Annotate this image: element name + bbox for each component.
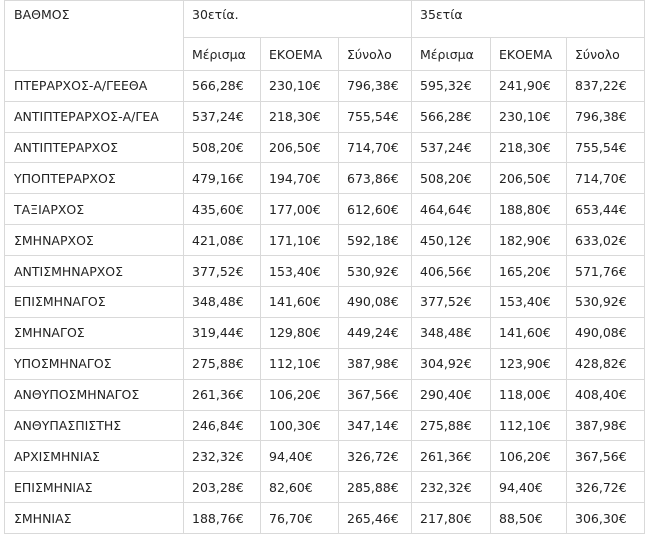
value-cell-ekoema-30: 82,60€ bbox=[261, 472, 339, 503]
value-cell-total-35: 571,76€ bbox=[567, 256, 645, 287]
value-cell-total-35: 428,82€ bbox=[567, 348, 645, 379]
value-cell-share-30: 261,36€ bbox=[184, 379, 261, 410]
table-row bbox=[5, 287, 645, 318]
value-cell-share-30: 421,08€ bbox=[184, 225, 261, 256]
rank-column-header: ΒΑΘΜΟΣ bbox=[5, 1, 184, 71]
value-cell-share-30: 246,84€ bbox=[184, 410, 261, 441]
value-cell-total-35: 796,38€ bbox=[567, 101, 645, 132]
table-row bbox=[5, 101, 645, 132]
value-cell-total-30: 367,56€ bbox=[339, 379, 412, 410]
value-cell-ekoema-30: 171,10€ bbox=[261, 225, 339, 256]
rank-cell: ΕΠΙΣΜΗΝΑΓΟΣ bbox=[5, 287, 184, 318]
value-cell-total-30: 490,08€ bbox=[339, 287, 412, 318]
value-cell-total-35: 755,54€ bbox=[567, 132, 645, 163]
value-cell-total-30: 755,54€ bbox=[339, 101, 412, 132]
value-cell-total-35: 387,98€ bbox=[567, 410, 645, 441]
column-header-share-35: Μέρισμα bbox=[412, 37, 491, 70]
value-cell-total-30: 387,98€ bbox=[339, 348, 412, 379]
value-cell-share-35: 377,52€ bbox=[412, 287, 491, 318]
column-header-share-30: Μέρισμα bbox=[184, 37, 261, 70]
value-cell-total-35: 633,02€ bbox=[567, 225, 645, 256]
value-cell-ekoema-35: 141,60€ bbox=[491, 317, 567, 348]
value-cell-ekoema-35: 182,90€ bbox=[491, 225, 567, 256]
value-cell-ekoema-30: 153,40€ bbox=[261, 256, 339, 287]
value-cell-share-30: 232,32€ bbox=[184, 441, 261, 472]
value-cell-share-35: 566,28€ bbox=[412, 101, 491, 132]
value-cell-ekoema-35: 241,90€ bbox=[491, 70, 567, 101]
table-row bbox=[5, 225, 645, 256]
pay-table-body bbox=[5, 1, 645, 534]
value-cell-total-35: 653,44€ bbox=[567, 194, 645, 225]
rank-cell: ΤΑΞΙΑΡΧΟΣ bbox=[5, 194, 184, 225]
rank-cell: ΥΠΟΠΤΕΡΑΡΧΟΣ bbox=[5, 163, 184, 194]
rank-cell: ΣΜΗΝΙΑΣ bbox=[5, 503, 184, 534]
table-row bbox=[5, 163, 645, 194]
value-cell-share-30: 188,76€ bbox=[184, 503, 261, 534]
value-cell-ekoema-30: 230,10€ bbox=[261, 70, 339, 101]
column-header-ekoema-35: ΕΚΟΕΜΑ bbox=[491, 37, 567, 70]
value-cell-total-30: 612,60€ bbox=[339, 194, 412, 225]
value-cell-ekoema-35: 188,80€ bbox=[491, 194, 567, 225]
value-cell-share-35: 537,24€ bbox=[412, 132, 491, 163]
value-cell-ekoema-30: 76,70€ bbox=[261, 503, 339, 534]
column-header-total-30: Σύνολο bbox=[339, 37, 412, 70]
value-cell-share-30: 479,16€ bbox=[184, 163, 261, 194]
value-cell-ekoema-35: 165,20€ bbox=[491, 256, 567, 287]
table-row bbox=[5, 379, 645, 410]
rank-cell: ΑΝΤΙΠΤΕΡΑΡΧΟΣ bbox=[5, 132, 184, 163]
table-row bbox=[5, 132, 645, 163]
value-cell-share-35: 464,64€ bbox=[412, 194, 491, 225]
table-row bbox=[5, 194, 645, 225]
value-cell-share-30: 348,48€ bbox=[184, 287, 261, 318]
rank-cell: ΑΝΘΥΠΟΣΜΗΝΑΓΟΣ bbox=[5, 379, 184, 410]
value-cell-ekoema-30: 218,30€ bbox=[261, 101, 339, 132]
table-row bbox=[5, 70, 645, 101]
value-cell-total-30: 592,18€ bbox=[339, 225, 412, 256]
table-row bbox=[5, 348, 645, 379]
value-cell-ekoema-35: 218,30€ bbox=[491, 132, 567, 163]
rank-cell: ΠΤΕΡΑΡΧΟΣ-Α/ΓΕΕΘΑ bbox=[5, 70, 184, 101]
value-cell-share-30: 435,60€ bbox=[184, 194, 261, 225]
value-cell-share-35: 304,92€ bbox=[412, 348, 491, 379]
value-cell-share-30: 203,28€ bbox=[184, 472, 261, 503]
value-cell-ekoema-35: 112,10€ bbox=[491, 410, 567, 441]
value-cell-share-35: 595,32€ bbox=[412, 70, 491, 101]
value-cell-total-30: 796,38€ bbox=[339, 70, 412, 101]
value-cell-ekoema-30: 206,50€ bbox=[261, 132, 339, 163]
value-cell-share-35: 290,40€ bbox=[412, 379, 491, 410]
pay-table bbox=[4, 0, 645, 534]
value-cell-ekoema-30: 141,60€ bbox=[261, 287, 339, 318]
value-cell-share-35: 406,56€ bbox=[412, 256, 491, 287]
value-cell-share-35: 508,20€ bbox=[412, 163, 491, 194]
value-cell-total-35: 306,30€ bbox=[567, 503, 645, 534]
value-cell-share-30: 566,28€ bbox=[184, 70, 261, 101]
rank-cell: ΑΡΧΙΣΜΗΝΙΑΣ bbox=[5, 441, 184, 472]
value-cell-ekoema-30: 194,70€ bbox=[261, 163, 339, 194]
value-cell-ekoema-35: 94,40€ bbox=[491, 472, 567, 503]
value-cell-total-35: 490,08€ bbox=[567, 317, 645, 348]
value-cell-ekoema-30: 112,10€ bbox=[261, 348, 339, 379]
value-cell-total-35: 326,72€ bbox=[567, 472, 645, 503]
value-cell-total-35: 714,70€ bbox=[567, 163, 645, 194]
rank-cell: ΥΠΟΣΜΗΝΑΓΟΣ bbox=[5, 348, 184, 379]
value-cell-share-35: 217,80€ bbox=[412, 503, 491, 534]
value-cell-total-30: 285,88€ bbox=[339, 472, 412, 503]
rank-cell: ΣΜΗΝΑΡΧΟΣ bbox=[5, 225, 184, 256]
group-header-35: 35ετία bbox=[412, 1, 645, 38]
value-cell-ekoema-35: 118,00€ bbox=[491, 379, 567, 410]
value-cell-share-30: 319,44€ bbox=[184, 317, 261, 348]
value-cell-total-30: 714,70€ bbox=[339, 132, 412, 163]
table-row bbox=[5, 441, 645, 472]
rank-cell: ΕΠΙΣΜΗΝΙΑΣ bbox=[5, 472, 184, 503]
value-cell-total-30: 673,86€ bbox=[339, 163, 412, 194]
value-cell-ekoema-35: 123,90€ bbox=[491, 348, 567, 379]
value-cell-ekoema-35: 230,10€ bbox=[491, 101, 567, 132]
value-cell-ekoema-30: 94,40€ bbox=[261, 441, 339, 472]
value-cell-total-35: 367,56€ bbox=[567, 441, 645, 472]
value-cell-ekoema-30: 106,20€ bbox=[261, 379, 339, 410]
table-row bbox=[5, 317, 645, 348]
rank-cell: ΑΝΤΙΣΜΗΝΑΡΧΟΣ bbox=[5, 256, 184, 287]
column-header-ekoema-30: ΕΚΟΕΜΑ bbox=[261, 37, 339, 70]
rank-cell: ΣΜΗΝΑΓΟΣ bbox=[5, 317, 184, 348]
value-cell-total-30: 347,14€ bbox=[339, 410, 412, 441]
table-row bbox=[5, 503, 645, 534]
value-cell-share-30: 275,88€ bbox=[184, 348, 261, 379]
column-header-total-35: Σύνολο bbox=[567, 37, 645, 70]
value-cell-total-30: 326,72€ bbox=[339, 441, 412, 472]
value-cell-ekoema-30: 177,00€ bbox=[261, 194, 339, 225]
group-header-30: 30ετία. bbox=[184, 1, 412, 38]
value-cell-total-30: 530,92€ bbox=[339, 256, 412, 287]
value-cell-total-35: 408,40€ bbox=[567, 379, 645, 410]
value-cell-share-35: 275,88€ bbox=[412, 410, 491, 441]
value-cell-share-35: 348,48€ bbox=[412, 317, 491, 348]
value-cell-ekoema-30: 129,80€ bbox=[261, 317, 339, 348]
value-cell-ekoema-35: 106,20€ bbox=[491, 441, 567, 472]
value-cell-ekoema-35: 88,50€ bbox=[491, 503, 567, 534]
value-cell-share-30: 508,20€ bbox=[184, 132, 261, 163]
table-row bbox=[5, 256, 645, 287]
value-cell-total-30: 449,24€ bbox=[339, 317, 412, 348]
value-cell-share-35: 232,32€ bbox=[412, 472, 491, 503]
table-header-row bbox=[5, 1, 645, 38]
value-cell-ekoema-30: 100,30€ bbox=[261, 410, 339, 441]
value-cell-ekoema-35: 153,40€ bbox=[491, 287, 567, 318]
value-cell-ekoema-35: 206,50€ bbox=[491, 163, 567, 194]
rank-cell: ΑΝΤΙΠΤΕΡΑΡΧΟΣ-Α/ΓΕΑ bbox=[5, 101, 184, 132]
value-cell-share-35: 261,36€ bbox=[412, 441, 491, 472]
value-cell-total-35: 530,92€ bbox=[567, 287, 645, 318]
table-row bbox=[5, 410, 645, 441]
value-cell-share-35: 450,12€ bbox=[412, 225, 491, 256]
value-cell-share-30: 377,52€ bbox=[184, 256, 261, 287]
value-cell-total-30: 265,46€ bbox=[339, 503, 412, 534]
value-cell-share-30: 537,24€ bbox=[184, 101, 261, 132]
table-row bbox=[5, 472, 645, 503]
value-cell-total-35: 837,22€ bbox=[567, 70, 645, 101]
rank-cell: ΑΝΘΥΠΑΣΠΙΣΤΗΣ bbox=[5, 410, 184, 441]
